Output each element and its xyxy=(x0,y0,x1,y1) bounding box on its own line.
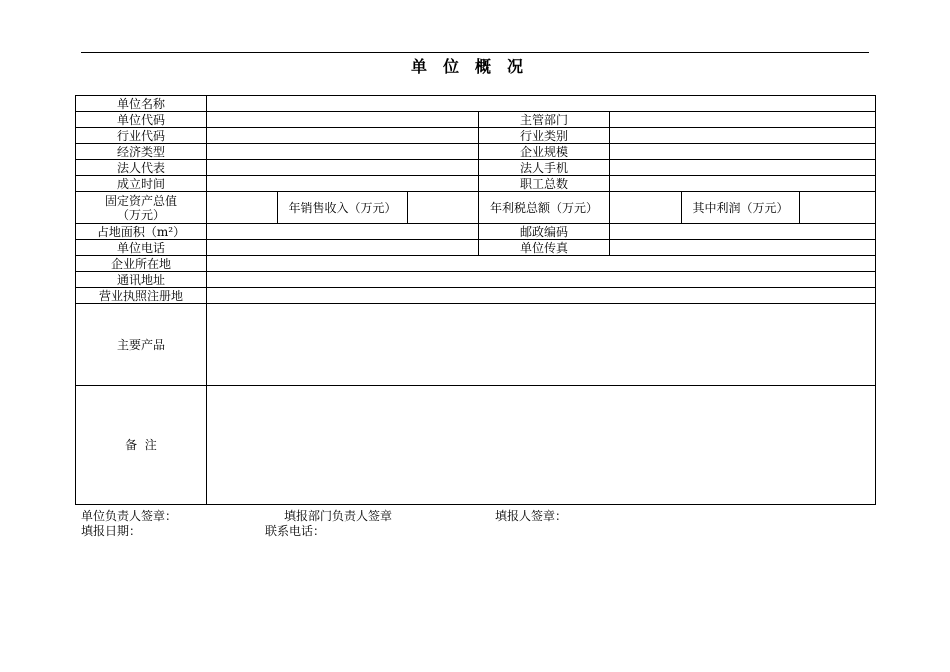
label-unit-phone: 单位电话 xyxy=(76,240,207,256)
footer-contact-phone: 联系电话： xyxy=(265,524,326,538)
label-legal-phone: 法人手机 xyxy=(479,160,610,176)
field-annual-tax-profit[interactable] xyxy=(610,192,682,224)
field-unit-fax[interactable] xyxy=(610,240,876,256)
field-legal-rep[interactable] xyxy=(207,160,479,176)
footer-fill-date: 填报日期： xyxy=(81,524,142,538)
field-enterprise-scale[interactable] xyxy=(610,144,876,160)
field-remarks[interactable] xyxy=(207,386,876,505)
label-registered-address: 营业执照注册地 xyxy=(76,288,207,304)
label-legal-rep: 法人代表 xyxy=(76,160,207,176)
label-industry-code: 行业代码 xyxy=(76,128,207,144)
field-economic-type[interactable] xyxy=(207,144,479,160)
footer-filler-sign: 填报人签章： xyxy=(495,509,568,523)
page-title: 单位概况 xyxy=(410,57,539,76)
label-main-products: 主要产品 xyxy=(76,304,207,386)
label-economic-type: 经济类型 xyxy=(76,144,207,160)
field-industry-category[interactable] xyxy=(610,128,876,144)
field-main-products[interactable] xyxy=(207,304,876,386)
label-fixed-assets xyxy=(76,192,207,224)
label-land-area: 占地面积（m²） xyxy=(76,224,207,240)
label-annual-sales: 年销售收入（万元） xyxy=(278,192,408,224)
field-mailing-address[interactable] xyxy=(207,272,876,288)
top-rule xyxy=(81,52,869,53)
label-fixed-assets-line1: 固定资产总值 xyxy=(104,193,177,208)
label-established: 成立时间 xyxy=(76,176,207,192)
field-unit-phone[interactable] xyxy=(207,240,479,256)
field-of-which-profit[interactable] xyxy=(800,192,876,224)
label-enterprise-scale: 企业规模 xyxy=(479,144,610,160)
label-postal-code: 邮政编码 xyxy=(479,224,610,240)
label-remarks: 备 注 xyxy=(76,386,207,505)
label-annual-tax-profit: 年利税总额（万元） xyxy=(479,192,610,224)
field-unit-code[interactable] xyxy=(207,112,479,128)
label-fixed-assets-line2: （万元） xyxy=(116,207,165,222)
field-unit-name[interactable] xyxy=(207,96,876,112)
label-mailing-address: 通讯地址 xyxy=(76,272,207,288)
field-land-area[interactable] xyxy=(207,224,479,240)
field-annual-sales[interactable] xyxy=(408,192,479,224)
unit-overview-form xyxy=(75,95,876,505)
label-supervising-dept: 主管部门 xyxy=(479,112,610,128)
label-unit-name: 单位名称 xyxy=(76,96,207,112)
field-location[interactable] xyxy=(207,256,876,272)
label-industry-category: 行业类别 xyxy=(479,128,610,144)
field-employees[interactable] xyxy=(610,176,876,192)
label-employees: 职工总数 xyxy=(479,176,610,192)
label-location: 企业所在地 xyxy=(76,256,207,272)
field-industry-code[interactable] xyxy=(207,128,479,144)
field-supervising-dept[interactable] xyxy=(610,112,876,128)
label-unit-code: 单位代码 xyxy=(76,112,207,128)
footer-unit-head-sign: 单位负责人签章： xyxy=(81,509,178,523)
field-postal-code[interactable] xyxy=(610,224,876,240)
field-registered-address[interactable] xyxy=(207,288,876,304)
field-legal-phone[interactable] xyxy=(610,160,876,176)
footer-dept-head-sign: 填报部门负责人签章 xyxy=(284,509,393,523)
field-fixed-assets[interactable] xyxy=(207,192,278,224)
field-established[interactable] xyxy=(207,176,479,192)
label-unit-fax: 单位传真 xyxy=(479,240,610,256)
label-of-which-profit: 其中利润（万元） xyxy=(682,192,800,224)
